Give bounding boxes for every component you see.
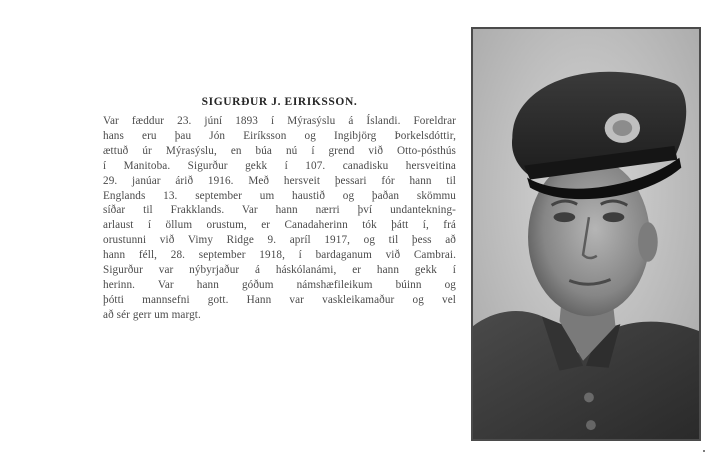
text-line: ættuð úr Mýrasýslu, en búa nú í grend við Otto-pósthús bbox=[103, 144, 456, 157]
text-line: arlaust í öllum orustum, er Canadaherinn tók þátt í, frá bbox=[103, 219, 456, 232]
text-line: hans eru þau Jón Eiríksson og Ingibjörg Þorkelsdóttir, bbox=[103, 129, 456, 142]
text-line: hann féll, 28. september 1918, í bardaganum við Cambrai. bbox=[103, 249, 456, 262]
text-line: í Manitoba. Sigurður gekk í 107. canadisku hersveitina bbox=[103, 159, 456, 172]
uniform-button bbox=[586, 420, 596, 430]
text-line: orustunni við Vimy Ridge 9. apríl 1917, og til þess að bbox=[103, 234, 456, 247]
soldier-portrait bbox=[471, 27, 701, 441]
text-line: Sigurður var nýbyrjaður á háskólanámi, er hann gekk í bbox=[103, 264, 456, 277]
text-line: Var fæddur 23. júní 1893 í Mýrasýslu á Íslandi. Foreldrar bbox=[103, 115, 456, 127]
text-line: Englands 13. september um haustið og þaðan skömmu bbox=[103, 189, 456, 202]
text-line: að sér gerr um margt. bbox=[103, 308, 201, 321]
biography-article bbox=[103, 96, 456, 323]
portrait-photo bbox=[473, 29, 699, 439]
uniform-button bbox=[584, 392, 594, 402]
text-line: síðar til Frakklands. Var hann nærri því undantekning- bbox=[103, 204, 456, 217]
text-line: þótti mannsefni gott. Hann var vaskleikamaður og vel bbox=[103, 293, 456, 306]
biography-title: SIGURÐUR J. EIRIKSSON. bbox=[201, 96, 358, 108]
print-speck bbox=[703, 450, 705, 452]
text-line: herinn. Var hann góðum námshæfileikum búinn og bbox=[103, 278, 456, 291]
biography-text bbox=[103, 114, 456, 323]
text-line: 29. janúar árið 1916. Með hersveit þessari fór hann til bbox=[103, 174, 456, 187]
